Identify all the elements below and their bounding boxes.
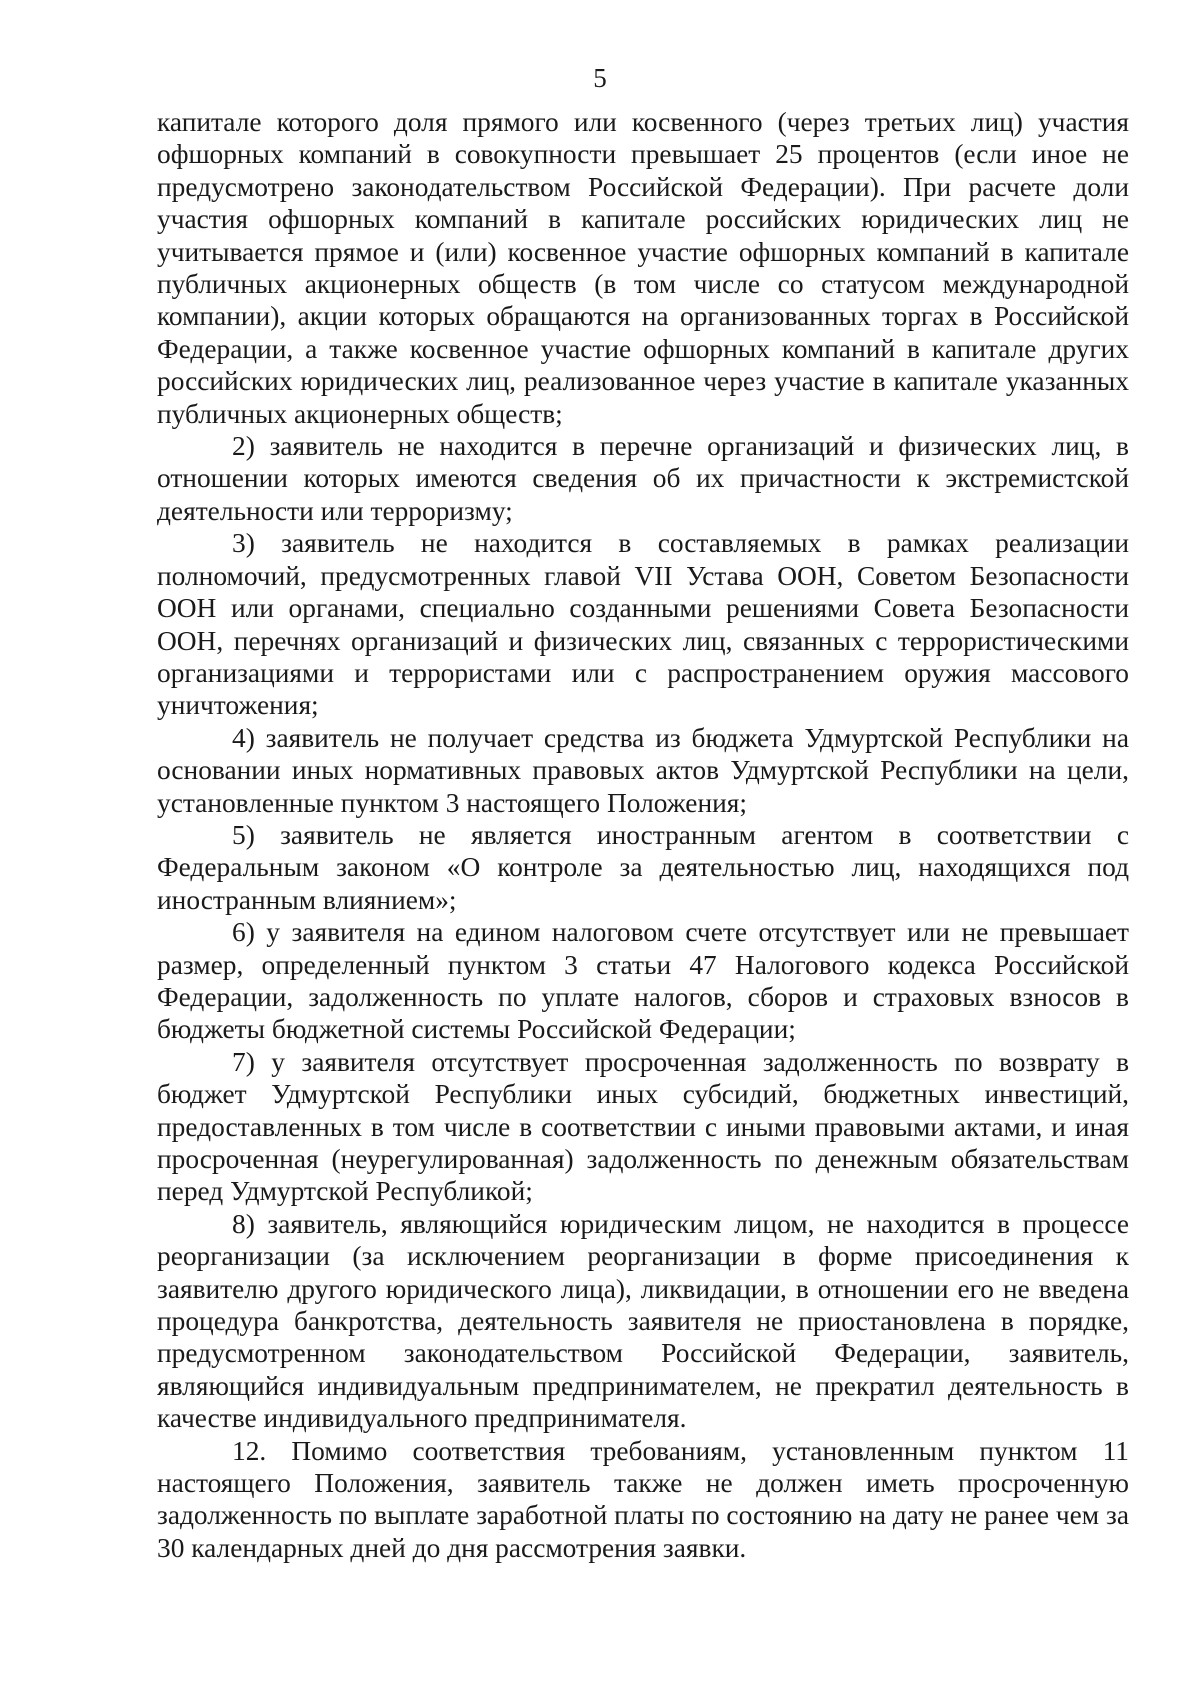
document-body <box>157 106 1129 1564</box>
list-item-3: 3) заявитель не находится в составляемых в рамках реализации полномочий, предусмотренных главой VII Устава ООН, Советом Безопасности ООН или органами, специально созданными решениями Совета Безопасности ООН, перечнях организаций и физических лиц, связанных с террористическими организациями и террористами или с распространением оружия массового уничтожения; <box>157 528 1129 721</box>
list-item-2: 2) заявитель не находится в перечне организаций и физических лиц, в отношении которых имеются сведения об их причастности к экстремистской деятельности или терроризму; <box>157 431 1129 526</box>
clause-12-paragraph: 12. Помимо соответствия требованиям, установленным пунктом 11 настоящего Положения, заявитель также не должен иметь просроченную задолженность по выплате заработной платы по состоянию на дату не ранее чем за 30 календарных дней до дня рассмотрения заявки. <box>157 1435 1129 1563</box>
page-number: 5 <box>593 63 607 93</box>
list-item-5: 5) заявитель не является иностранным агентом в соответствии с Федеральным законом «О контроле за деятельностью лиц, находящихся под иностранным влиянием»; <box>157 819 1129 915</box>
list-item-6: 6) у заявителя на едином налоговом счете отсутствует или не превышает размер, определенный пунктом 3 статьи 47 Налогового кодекса Российской Федерации, задолженность по уплате налогов, сборов и страховых взносов в бюджеты бюджетной системы Российской Федерации; <box>157 917 1129 1045</box>
list-item-8: 8) заявитель, являющийся юридическим лицом, не находится в процессе реорганизации (за исключением реорганизации в форме присоединения к заявителю другого юридического лица), ликвидации, в отношении его не введена процедура банкротства, деятельность заявителя не приостановлена в порядке, предусмотренном законодательством Российской Федерации, заявитель, являющийся индивидуальным предпринимателем, не прекратил деятельность в качестве индивидуального предпринимателя. <box>157 1208 1129 1434</box>
list-item-4: 4) заявитель не получает средства из бюджета Удмуртской Республики на основании иных нормативных правовых актов Удмуртской Республики на цели, установленные пунктом 3 настоящего Положения; <box>157 722 1129 818</box>
list-item-7: 7) у заявителя отсутствует просроченная задолженность по возврату в бюджет Удмуртской Республики иных субсидий, бюджетных инвестиций, предоставленных в том числе в соответствии с иными правовыми актами, и иная просроченная (неурегулированная) задолженность по денежным обязательствам перед Удмуртской Республикой; <box>157 1046 1129 1207</box>
paragraph-continuation: капитале которого доля прямого или косвенного (через третьих лиц) участия офшорных компаний в совокупности превышает 25 процентов (если иное не предусмотрено законодательством Российской Федерации). При расчете доли участия офшорных компаний в капитале российских юридических лиц не учитывается прямое и (или) косвенное участие офшорных компаний в капитале публичных акционерных обществ (в том числе со статусом международной компании), акции которых обращаются на организованных торгах в Российской Федерации, а также косвенное участие офшорных компаний в капитале других российских юридических лиц, реализованное через участие в капитале указанных публичных акционерных обществ; <box>157 107 1129 429</box>
